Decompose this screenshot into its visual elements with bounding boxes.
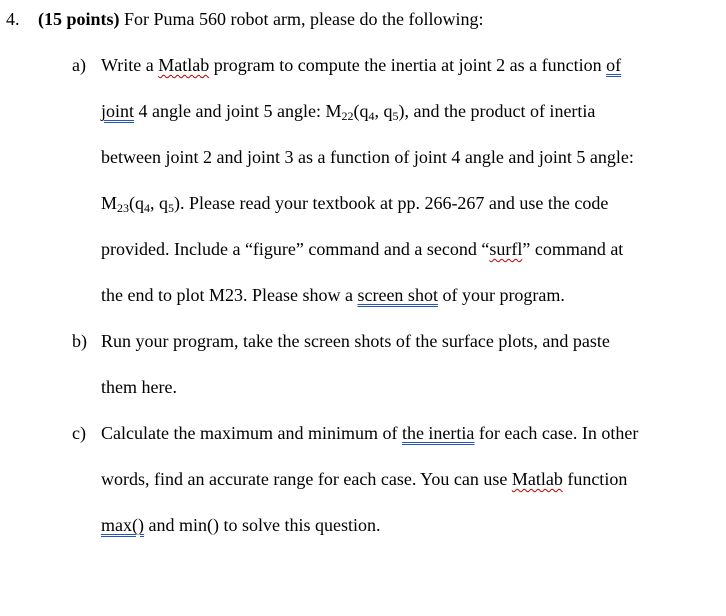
text-run: ). Please read your textbook at pp. 266-267 and use the code (174, 193, 609, 213)
part-a-line-5 (101, 238, 623, 260)
spellcheck-word: Matlab (511, 469, 563, 489)
subscript: 5 (168, 201, 175, 215)
text-run: program to compute the inertia at joint 2 as a function (209, 55, 607, 75)
subscript: 22 (341, 109, 354, 123)
text-run: (q (129, 193, 145, 213)
grammar-word: the inertia (401, 423, 475, 443)
question-intro: For Puma 560 robot arm, please do the following: (119, 9, 484, 29)
text-run: words, find an accurate range for each case. You can use (101, 469, 512, 489)
part-a-line-1 (101, 54, 621, 76)
part-a-label: a) (72, 55, 86, 75)
text-run: , q (374, 101, 393, 121)
part-b-label: b) (72, 331, 87, 351)
subscript: 4 (368, 109, 375, 123)
part-c-label: c) (72, 423, 86, 443)
spellcheck-word: surfl (489, 239, 523, 259)
question-number: 4. (6, 9, 20, 29)
text-run: , q (150, 193, 169, 213)
part-c-line-1 (101, 422, 638, 444)
spellcheck-word: Matlab (158, 55, 210, 75)
text-run: for each case. In other (474, 423, 639, 443)
text-run: of your program. (437, 285, 565, 305)
part-c-line-2 (101, 468, 627, 490)
part-a-line-2 (101, 100, 595, 127)
grammar-word: screen shot (357, 285, 438, 305)
grammar-word: joint (101, 101, 135, 121)
text-run: ” command at (522, 239, 624, 259)
part-b-line-1: Run your program, take the screen shots of the surface plots, and paste (101, 331, 610, 351)
text-run: the end to plot M23. Please show a (101, 285, 358, 305)
grammar-word: of (606, 55, 622, 75)
text-run: (q (353, 101, 369, 121)
part-a-line-3: between joint 2 and joint 3 as a function of joint 4 angle and joint 5 angle: (101, 147, 634, 167)
part-a-line-6 (101, 284, 565, 306)
text-run: function (562, 469, 628, 489)
text-run: provided. Include a “figure” command and a second “ (101, 239, 490, 259)
part-b-line-2: them here. (101, 377, 177, 397)
subscript: 5 (392, 109, 399, 123)
grammar-word: max() (101, 515, 144, 535)
part-c-line-3 (101, 514, 380, 536)
question-heading (38, 8, 483, 30)
subscript: 4 (144, 201, 151, 215)
text-run: Calculate the maximum and minimum of (101, 423, 402, 443)
part-a-line-4 (101, 192, 608, 219)
text-run: ), and the product of inertia (398, 101, 596, 121)
text-run: 4 angle and joint 5 angle: M (134, 101, 342, 121)
question-points: (15 points) (38, 9, 120, 29)
text-run: M (101, 193, 118, 213)
text-run: Write a (101, 55, 159, 75)
text-run: and min() to solve this question. (143, 515, 381, 535)
subscript: 23 (117, 201, 130, 215)
